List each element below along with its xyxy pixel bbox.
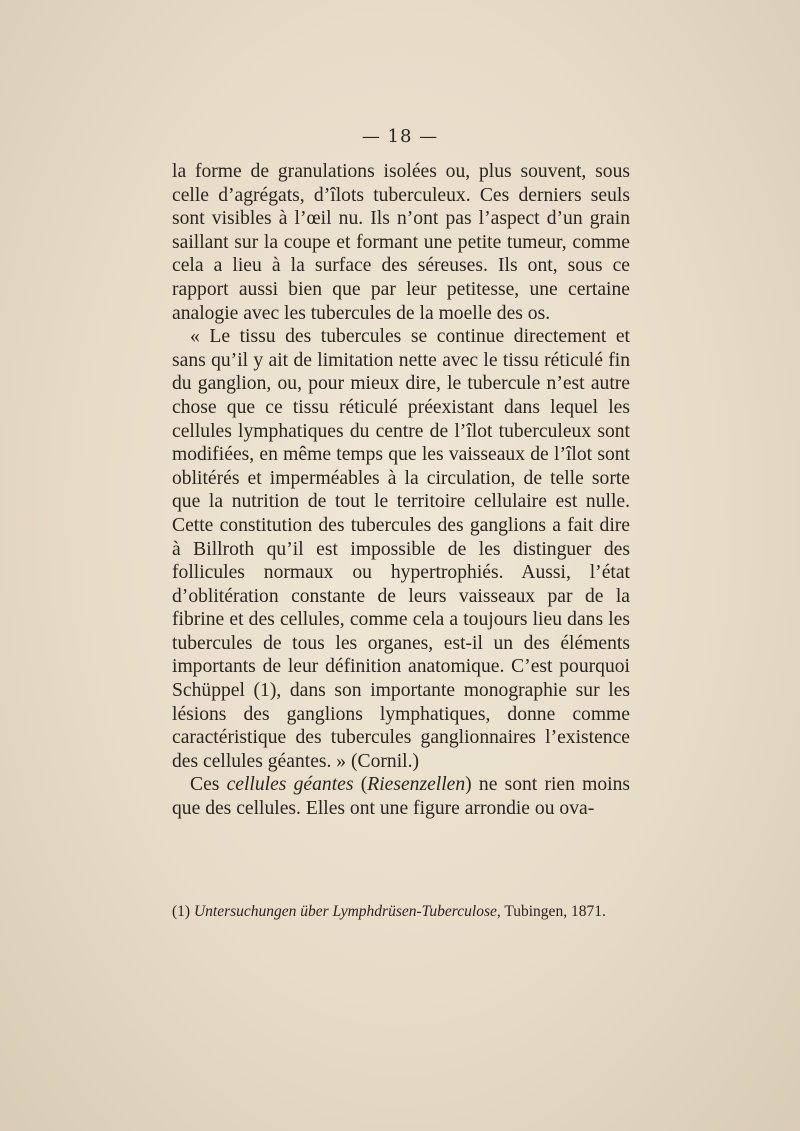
footnote (172, 902, 632, 922)
page-number: — 18 — (361, 126, 439, 147)
paragraph-3-italic-term: cellules géantes (226, 774, 354, 796)
paragraph-3-lead: Ces (190, 774, 227, 796)
paragraph-1: la forme de granulations isolées ou, plus souvent, sous celle d’agrégats, d’îlots tuberculeux. Ces derniers seuls sont visibles à l’œil nu. Ils n’ont pas l’aspect d’un grain saillant sur la coupe et formant une petite tumeur, comme cela a lieu à la surface des séreuses. Ils ont, sous ce rapport aussi bien que par leur petitesse, une certaine analogie avec les tubercules de la moelle des os. (172, 161, 630, 324)
paragraph-3-italic-german-term: Riesenzellen (367, 774, 466, 796)
paragraph-3-mid: ( (353, 774, 368, 796)
paragraph-3-tail: ) ne sont rien moins que des cellules. Elles ont une figure arrondie ou ova- (172, 774, 630, 820)
footnote-title: Untersuchungen über Lymphdrüsen-Tuberculose (193, 903, 497, 920)
footnote-rest: , Tubingen, 1871. (496, 903, 606, 920)
footnote-marker: (1) (172, 903, 194, 920)
paragraph-3 (172, 773, 630, 820)
main-text (172, 160, 630, 821)
paragraph-2-quote: « Le tissu des tubercules se continue directement et sans qu’il y ait de limitation nette avec le tissu réticulé fin du ganglion, ou, pour mieux dire, le tubercule n’est autre chose que ce tissu réticulé préexistant dans lequel les cellules lymphatiques du centre de l’îlot tuberculeux sont modifiées, en même temps que les vaisseaux de l’îlot sont oblitérés et imperméables à la circulation, de telle sorte que la nutrition de tout le territoire cellulaire est nulle. Cette constitution des tubercules des ganglions a fait dire à Billroth qu’il est impossible de les distinguer des follicules normaux ou hypertrophiés. Aussi, l’état d’oblitération constante de leurs vaisseaux par de la fibrine et des cellules, comme cela a toujours lieu dans les tubercules de tous les organes, est-il un des éléments importants de leur définition anatomique. C’est pourquoi Schüppel (1), dans son importante monographie sur les lésions des ganglions lymphatiques, donne comme caractéristique des tubercules ganglionnaires l’existence des cellules géantes. » (Cornil.) (172, 326, 630, 772)
